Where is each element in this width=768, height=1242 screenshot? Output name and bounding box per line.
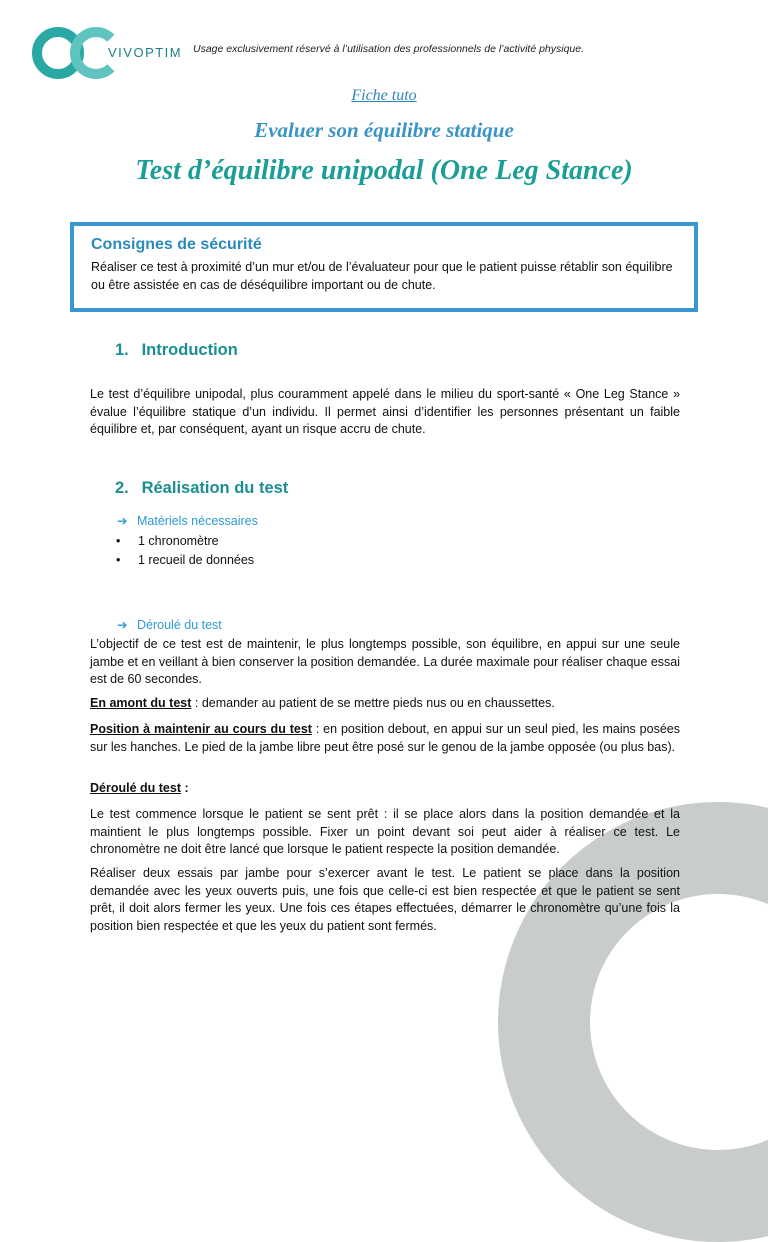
deroule-heading: ➔ Déroulé du test (117, 618, 222, 632)
logo-text: VIVOPTIM (108, 45, 183, 60)
arrow-right-icon: ➔ (117, 618, 128, 632)
safety-text: Réaliser ce test à proximité d’un mur et/ou de l’évaluateur pour que le patient puisse rétablir son équilibre ou être assistée en cas de déséquilibre important ou de chute. (91, 260, 673, 292)
objective-paragraph: L’objectif de ce test est de maintenir, le plus longtemps possible, son équilibre, en appui sur une seule jambe et en veillant à bien conserver la position demandée. La durée maximale pour réaliser chaque essai est de 60 secondes. (90, 637, 680, 686)
deroule-label: Déroulé du test (90, 781, 181, 795)
page-subtitle: Evaluer son équilibre statique (254, 118, 514, 142)
section-introduction (115, 341, 238, 360)
section-realisation (115, 479, 288, 498)
list-item: • 1 chronomètre (116, 534, 219, 548)
position-paragraph: Position à maintenir au cours du test : en position debout, en appui sur un seul pied, les mains posées sur les hanches. Le pied de la jambe libre peut être posé sur le genou de la jambe opposée (ou plus bas). (90, 722, 680, 754)
bullet-icon: • (116, 534, 121, 548)
position-label: Position à maintenir au cours du test (90, 722, 312, 736)
arrow-right-icon: ➔ (117, 514, 128, 528)
deroule-label-paragraph: Déroulé du test : (90, 781, 189, 795)
intro-paragraph: Le test d’équilibre unipodal, plus couramment appelé dans le milieu du sport-santé « One Leg Stance » évalue l’équilibre statique d’un individu. Il permet ainsi d’identifier les personnes présentant un faible équilibre et, par conséquent, ayant un risque accru de chute. (90, 387, 680, 436)
materials-heading: ➔ Matériels nécessaires (117, 514, 258, 528)
section-title: Réalisation du test (141, 479, 289, 497)
safety-box (70, 222, 698, 312)
usage-note: Usage exclusivement réservé à l’utilisation des professionnels de l’activité physique. (193, 43, 585, 55)
bullet-icon: • (116, 553, 121, 567)
safety-heading: Consignes de sécurité (91, 236, 262, 253)
section-number: 1. (115, 341, 129, 359)
deroule-paragraph-1: Le test commence lorsque le patient se sent prêt : il se place alors dans la position demandée et la maintient le plus longtemps possible. Fixer un point devant soi peut aider à réaliser ce test. Le chronomètre ne doit être lancé que lorsque le patient respecte la position demandée. (90, 807, 680, 856)
amont-paragraph: En amont du test : demander au patient de se mettre pieds nus ou en chaussettes. (90, 696, 555, 710)
page-title: Test d’équilibre unipodal (One Leg Stance) (135, 155, 633, 186)
vivoptim-logo (32, 27, 192, 79)
fiche-label: Fiche tuto (351, 87, 417, 104)
section-number: 2. (115, 479, 129, 497)
amont-label: En amont du test (90, 696, 192, 710)
deroule-paragraph-2: Réaliser deux essais par jambe pour s’exercer avant le test. Le patient se place dans la position demandée avec les yeux ouverts puis, une fois que celle-ci est bien respectée et que le patient se sent prêt, il doit alors fermer les yeux. Une fois ces étapes effectuées, démarrer le chronomètre qu’une fois la position bien respectée et que les yeux du patient sont fermés. (90, 866, 680, 933)
section-title: Introduction (141, 341, 238, 359)
list-item: • 1 recueil de données (116, 553, 255, 567)
